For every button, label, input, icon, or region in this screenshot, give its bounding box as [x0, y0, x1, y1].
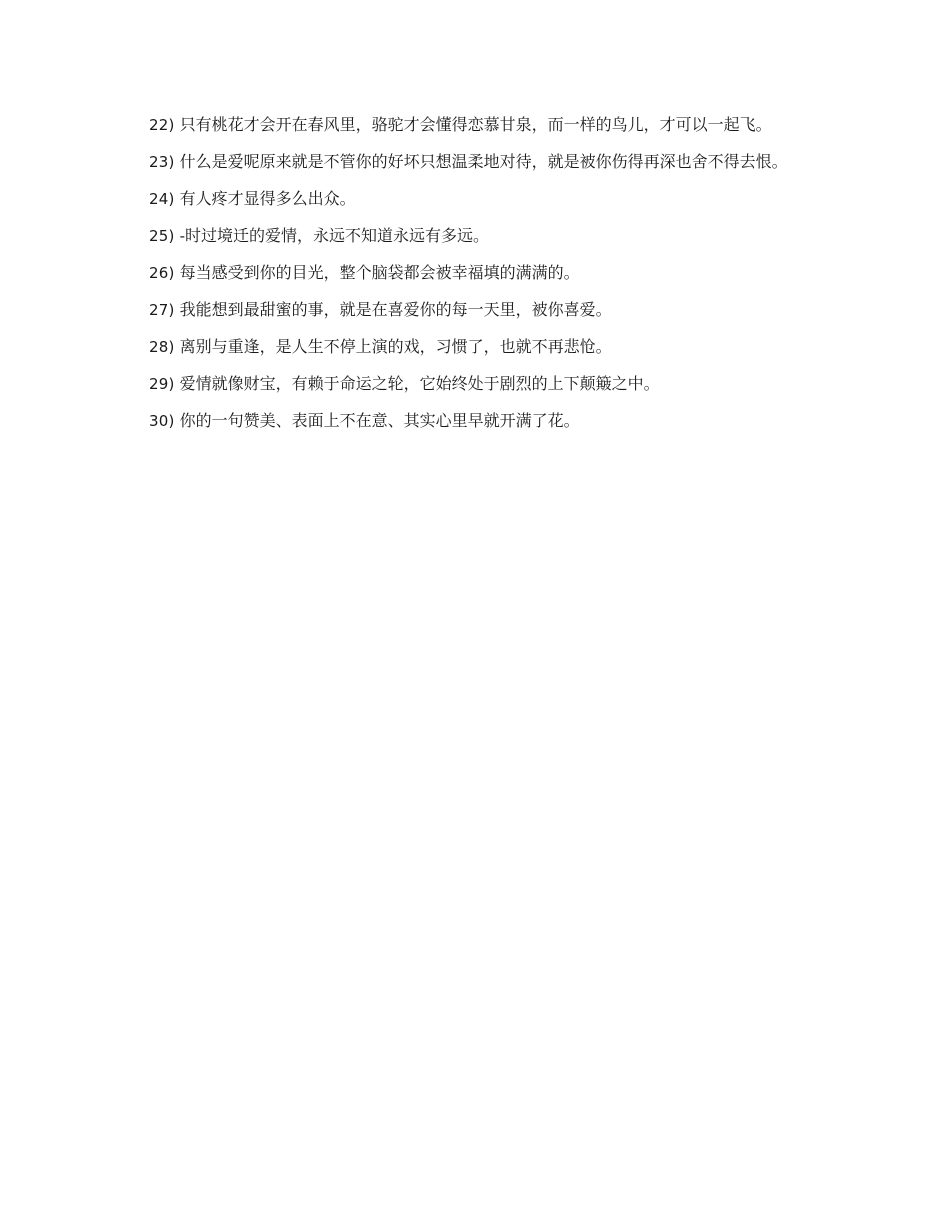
list-item [113, 260, 835, 286]
item-text: 有人疼才显得多么出众。 [179, 189, 356, 208]
item-text: 离别与重逢，是人生不停上演的戏，习惯了，也就不再悲怆。 [179, 337, 612, 356]
item-text: 每当感受到你的目光，整个脑袋都会被幸福填的满满的。 [179, 263, 580, 282]
item-number: 27) [149, 301, 175, 319]
item-number: 28) [149, 338, 175, 356]
list-item [113, 223, 835, 249]
item-text: 只有桃花才会开在春风里，骆驼才会懂得恋慕甘泉，而一样的鸟儿，才可以一起飞。 [179, 115, 772, 134]
item-text: -时过境迁的爱情，永远不知道永远有多远。 [179, 226, 490, 245]
item-number: 30) [149, 412, 175, 430]
item-text: 什么是爱呢原来就是不管你的好坏只想温柔地对待，就是被你伤得再深也舍不得去恨。 [179, 152, 788, 171]
item-text: 我能想到最甜蜜的事，就是在喜爱你的每一天里，被你喜爱。 [179, 300, 612, 319]
list-item [113, 186, 835, 212]
item-number: 29) [149, 375, 175, 393]
list-item [113, 371, 835, 397]
list-item [113, 297, 835, 323]
item-number: 24) [149, 190, 175, 208]
list-item [113, 334, 835, 360]
item-number: 23) [149, 153, 175, 171]
item-text: 爱情就像财宝，有赖于命运之轮，它始终处于剧烈的上下颠簸之中。 [179, 374, 660, 393]
item-number: 25) [149, 227, 175, 245]
list-item [113, 149, 835, 175]
item-number: 26) [149, 264, 175, 282]
item-text: 你的一句赞美、表面上不在意、其实心里早就开满了花。 [179, 411, 580, 430]
quote-list [113, 112, 835, 445]
item-number: 22) [149, 116, 175, 134]
list-item [113, 112, 835, 138]
list-item [113, 408, 835, 434]
